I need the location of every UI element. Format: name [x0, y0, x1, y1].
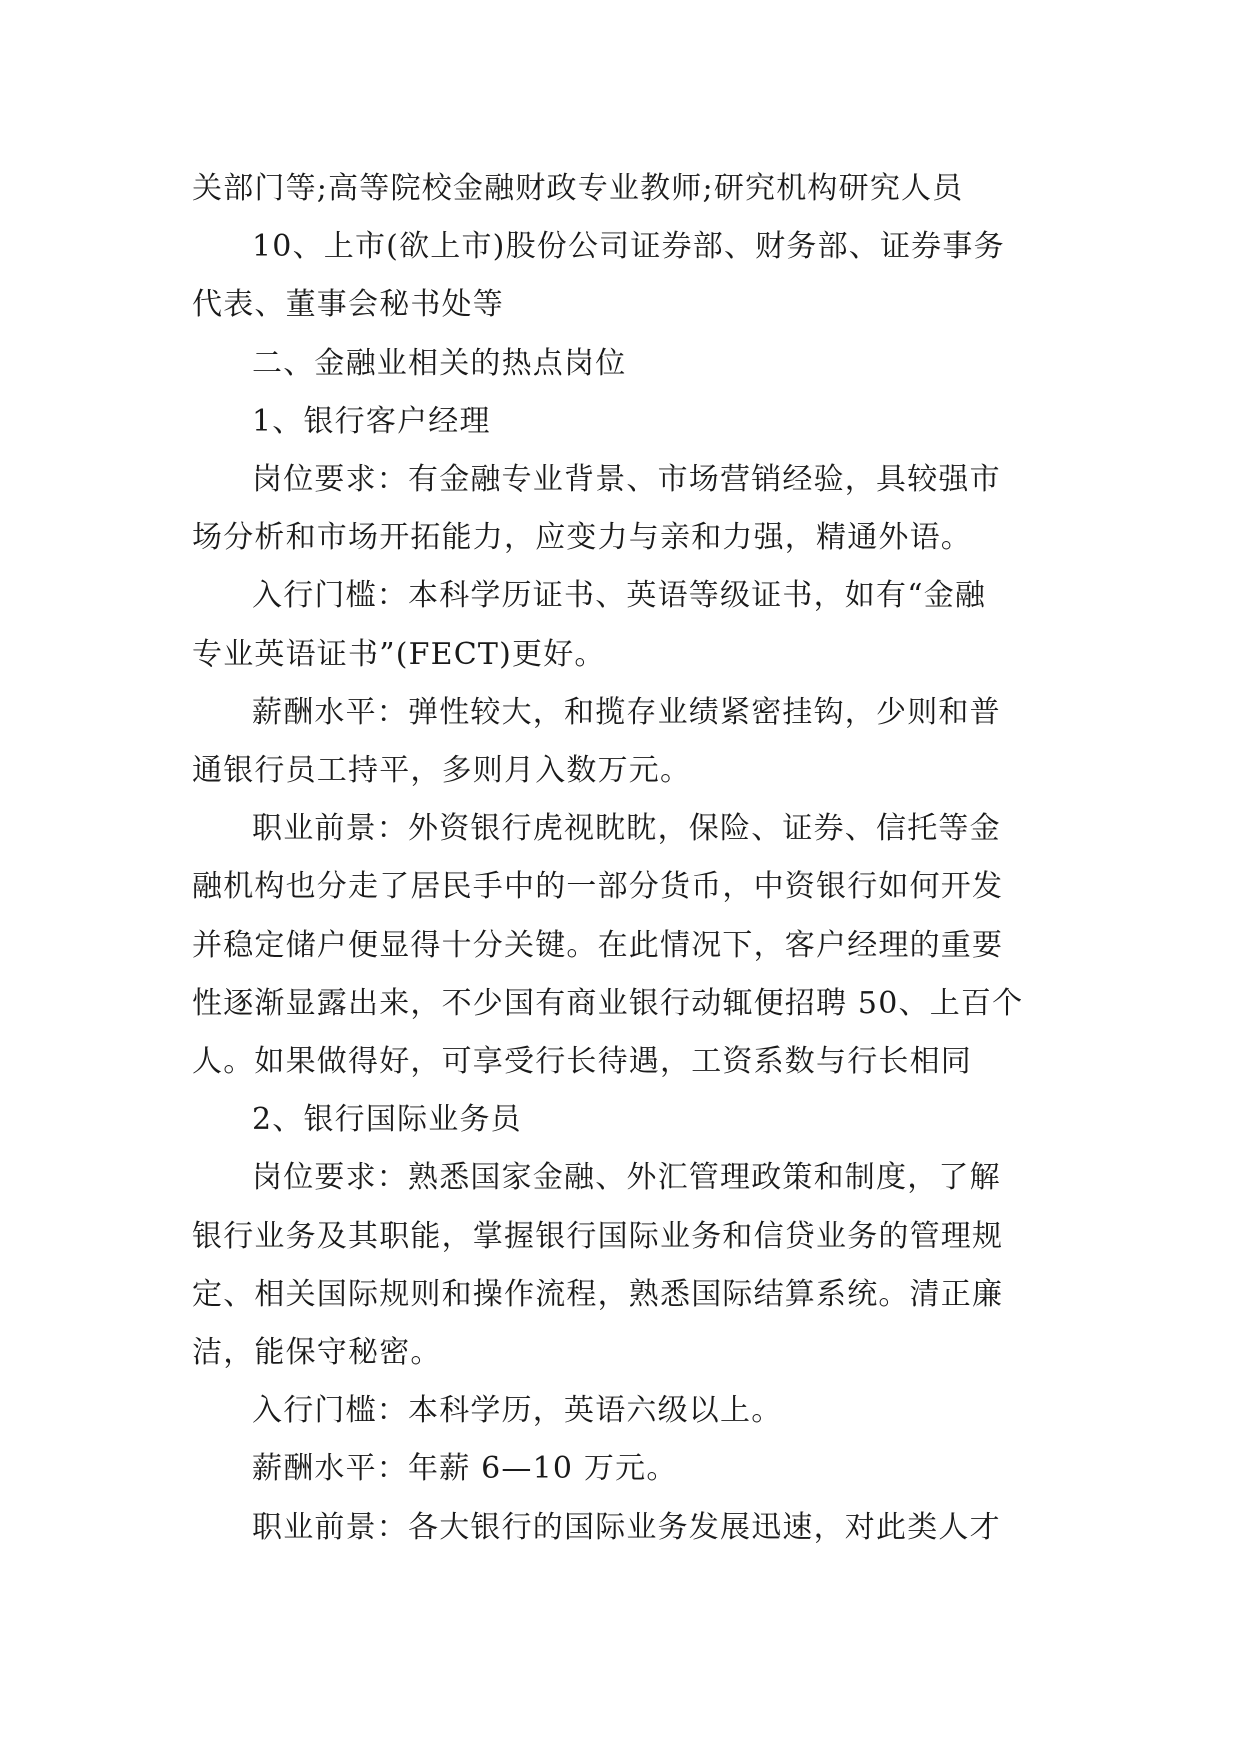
text-line: 定、相关国际规则和操作流程，熟悉国际结算系统。清正廉 — [192, 1276, 1004, 1312]
paragraph — [192, 800, 1052, 1091]
text-line: 二、金融业相关的热点岗位 — [252, 345, 627, 381]
text-line: 人。如果做得好，可享受行长待遇，工资系数与行长相同 — [192, 1044, 972, 1080]
paragraph — [192, 1440, 1052, 1498]
paragraph — [192, 1499, 1052, 1557]
text-line: 性逐渐显露出来，不少国有商业银行动辄便招聘 50、上百个 — [192, 985, 1024, 1021]
text-line: 职业前景：外资银行虎视眈眈，保险、证券、信托等金 — [252, 811, 1001, 847]
paragraph — [192, 1149, 1052, 1382]
text-line: 入行门槛：本科学历证书、英语等级证书，如有“金融 — [252, 578, 987, 614]
paragraph — [192, 567, 1052, 683]
paragraph — [192, 160, 1052, 218]
text-line: 并稳定储户便显得十分关键。在此情况下，客户经理的重要 — [192, 927, 1004, 963]
text-line: 2、银行国际业务员 — [252, 1102, 522, 1138]
text-line: 职业前景：各大银行的国际业务发展迅速，对此类人才 — [252, 1509, 1001, 1545]
paragraph — [192, 1382, 1052, 1440]
subsection-heading — [192, 1091, 1052, 1149]
text-line: 薪酬水平：弹性较大，和揽存业绩紧密挂钩，少则和普 — [252, 694, 1001, 730]
section-heading — [192, 335, 1052, 393]
text-line: 场分析和市场开拓能力，应变力与亲和力强，精通外语。 — [192, 520, 972, 556]
text-line: 关部门等;高等院校金融财政专业教师;研究机构研究人员 — [192, 171, 964, 206]
text-line: 银行业务及其职能，掌握银行国际业务和信贷业务的管理规 — [192, 1218, 1004, 1254]
text-line: 1、银行客户经理 — [252, 403, 491, 439]
text-line: 岗位要求：熟悉国家金融、外汇管理政策和制度，了解 — [252, 1160, 1001, 1196]
text-line: 代表、董事会秘书处等 — [192, 287, 504, 323]
text-line: 洁，能保守秘密。 — [192, 1335, 442, 1371]
paragraph — [192, 451, 1052, 567]
document-body — [192, 160, 1052, 1557]
text-line: 专业英语证书”(FECT)更好。 — [192, 636, 606, 672]
paragraph — [192, 684, 1052, 800]
text-line: 入行门槛：本科学历，英语六级以上。 — [252, 1393, 783, 1429]
text-line: 10、上市(欲上市)股份公司证券部、财务部、证券事务 — [252, 229, 1005, 265]
paragraph — [192, 218, 1052, 334]
text-line: 岗位要求：有金融专业背景、市场营销经验，具较强市 — [252, 462, 1001, 498]
text-line: 薪酬水平：年薪 6—10 万元。 — [252, 1451, 678, 1487]
subsection-heading — [192, 393, 1052, 451]
text-line: 通银行员工持平，多则月入数万元。 — [192, 753, 692, 789]
text-line: 融机构也分走了居民手中的一部分货币，中资银行如何开发 — [192, 869, 1004, 905]
